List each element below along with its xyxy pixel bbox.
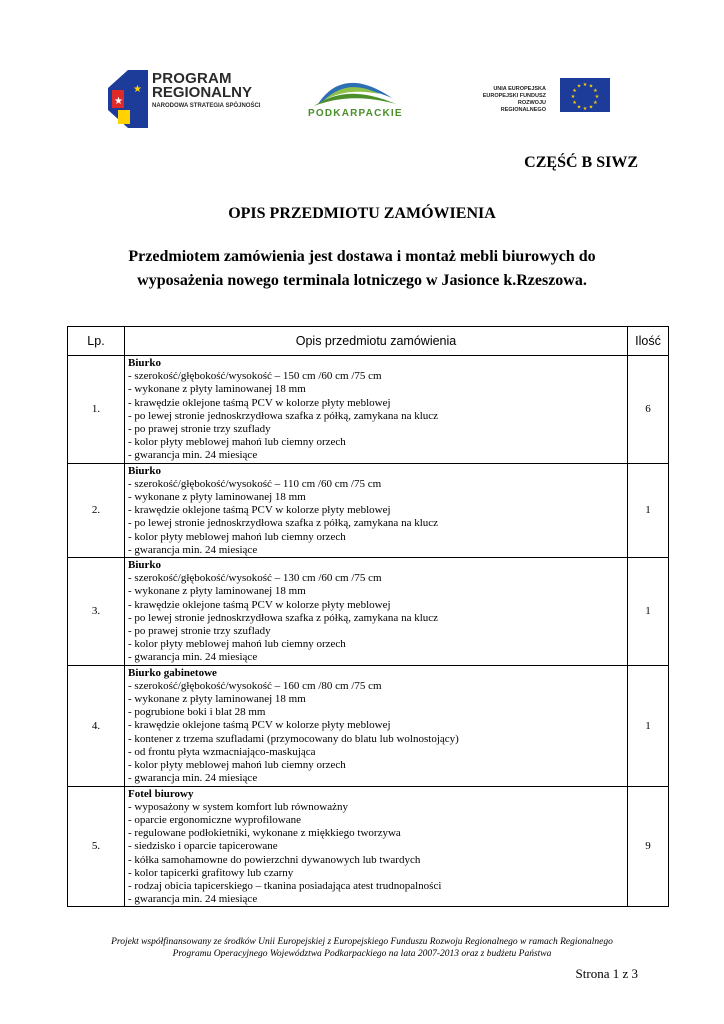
- item-name: Biurko gabinetowe: [128, 666, 217, 679]
- item-name: Biurko: [128, 357, 162, 369]
- item-name: Biurko: [128, 464, 162, 477]
- eu-flag-icon: [560, 78, 610, 112]
- svg-text:★: ★: [593, 100, 598, 106]
- row-lp: 3.: [68, 558, 125, 666]
- item-name: Fotel biurowy: [128, 787, 194, 800]
- svg-text:★: ★: [588, 83, 594, 90]
- svg-text:★: ★: [576, 104, 582, 111]
- program-regionalny-logo: [108, 70, 261, 128]
- row-description: [125, 463, 628, 557]
- document-title: OPIS PRZEDMIOTU ZAMÓWIENIA: [228, 205, 496, 222]
- table-row: [68, 356, 669, 464]
- item-spec-line: - szerokość/głębokość/wysokość – 150 cm /60 cm /75 cm: [128, 370, 382, 383]
- item-spec-line: - kółka samohamowne do powierzchni dywanowych lub twardych: [128, 853, 421, 866]
- item-spec-line: - krawędzie oklejone taśmą PCV w kolorze płyty meblowej: [128, 396, 391, 409]
- row-description: [125, 558, 628, 666]
- specification-table: [67, 326, 669, 907]
- program-line2: REGIONALNY: [152, 84, 253, 101]
- page-number: Strona 1 z 3: [575, 966, 638, 981]
- eu-line1: UNIA EUROPEJSKA: [493, 86, 546, 92]
- eu-logo: [478, 78, 608, 118]
- podkarpackie-emblem: [300, 78, 410, 108]
- subtitle-line1: Przedmiotem zamówienia jest dostawa i montaż mebli biurowych do: [128, 248, 596, 265]
- eu-line2: EUROPEJSKI FUNDUSZ: [482, 93, 546, 99]
- item-spec-line: - po prawej stronie trzy szuflady: [128, 625, 271, 638]
- item-spec-line: - po prawej stronie trzy szuflady: [128, 423, 271, 436]
- svg-text:★: ★: [133, 84, 142, 95]
- table-row: [68, 463, 669, 557]
- row-description: [125, 665, 628, 786]
- table-row: [68, 558, 669, 666]
- item-spec-line: - gwarancja min. 24 miesiące: [128, 449, 258, 462]
- svg-text:★: ★: [593, 88, 598, 94]
- program-regionalny-emblem: [108, 70, 148, 128]
- section-label: CZĘŚĆ B SIWZ: [524, 154, 638, 171]
- logo-bar: [0, 68, 724, 128]
- item-spec-line: - wyposażony w system komfort lub równoważny: [128, 800, 348, 813]
- row-lp: 1.: [68, 356, 125, 464]
- program-line3: NARODOWA STRATEGIA SPÓJNOŚCI: [152, 103, 261, 109]
- row-lp: 5.: [68, 786, 125, 907]
- row-lp: 2.: [68, 463, 125, 557]
- header-lp: Lp.: [68, 327, 125, 356]
- svg-text:★: ★: [582, 82, 588, 88]
- funding-note-line2: Programu Operacyjnego Województwa Podkarpackiego na lata 2007-2013 oraz z budżetu Państwa: [172, 949, 552, 959]
- row-qty: 1: [628, 463, 669, 557]
- row-qty: 1: [628, 558, 669, 666]
- item-spec-line: - po lewej stronie jednoskrzydłowa szafka z półką, zamykana na klucz: [128, 517, 439, 530]
- funding-note: [80, 936, 644, 960]
- item-spec-line: - po lewej stronie jednoskrzydłowa szafka z półką, zamykana na klucz: [128, 611, 439, 624]
- item-spec-line: - krawędzie oklejone taśmą PCV w kolorze płyty meblowej: [128, 598, 391, 611]
- row-qty: 1: [628, 665, 669, 786]
- item-spec-line: - gwarancja min. 24 miesiące: [128, 543, 258, 556]
- item-spec-line: - wykonane z płyty laminowanej 18 mm: [128, 383, 306, 396]
- item-spec-line: - kolor płyty meblowej mahoń lub ciemny orzech: [128, 436, 346, 449]
- program-line1: PROGRAM: [152, 70, 232, 87]
- table-row: [68, 665, 669, 786]
- item-spec-line: - szerokość/głębokość/wysokość – 130 cm /60 cm /75 cm: [128, 572, 382, 585]
- item-spec-line: - rodzaj obicia tapicerskiego – tkanina posiadająca atest trudnopalności: [128, 879, 442, 892]
- item-spec-line: - krawędzie oklejone taśmą PCV w kolorze płyty meblowej: [128, 719, 391, 732]
- header-desc: Opis przedmiotu zamówienia: [125, 327, 628, 356]
- item-spec-line: - szerokość/głębokość/wysokość – 160 cm /80 cm /75 cm: [128, 679, 382, 692]
- eu-stars-icon: [560, 78, 610, 112]
- item-spec-line: - kolor tapicerki grafitowy lub czarny: [128, 866, 294, 879]
- item-spec-line: - wykonane z płyty laminowanej 18 mm: [128, 693, 306, 706]
- svg-text:★: ★: [572, 88, 577, 94]
- item-spec-line: - od frontu płyta wzmacniająco-maskująca: [128, 745, 316, 758]
- item-spec-line: - oparcie ergonomiczne wyprofilowane: [128, 813, 301, 826]
- svg-text:★: ★: [572, 100, 577, 106]
- item-name: Biurko: [128, 559, 162, 572]
- item-spec-line: - regulowane podłokietniki, wykonane z miękkiego tworzywa: [128, 827, 401, 840]
- header-qty: Ilość: [628, 327, 669, 356]
- svg-text:★: ★: [594, 94, 600, 100]
- item-spec-line: - gwarancja min. 24 miesiące: [128, 651, 258, 664]
- row-description: [125, 356, 628, 464]
- eu-line3: ROZWOJU REGIONALNEGO: [500, 100, 546, 113]
- funding-note-line1: Projekt współfinansowany ze środków Unii Europejskiej z Europejskiego Funduszu Rozwoju Regionalnego w ramach Regionalnego: [111, 937, 613, 947]
- svg-text:★: ★: [582, 106, 588, 112]
- item-spec-line: - gwarancja min. 24 miesiące: [128, 772, 258, 785]
- item-spec-line: - kolor płyty meblowej mahoń lub ciemny orzech: [128, 759, 346, 772]
- svg-text:★: ★: [588, 104, 594, 111]
- item-spec-line: - kolor płyty meblowej mahoń lub ciemny orzech: [128, 530, 346, 543]
- item-spec-line: - siedzisko i oparcie tapicerowane: [128, 840, 278, 853]
- podkarpackie-text: PODKARPACKIE: [308, 108, 403, 119]
- item-spec-line: - pogrubione boki i blat 28 mm: [128, 706, 266, 719]
- row-qty: 9: [628, 786, 669, 907]
- item-spec-line: - wykonane z płyty laminowanej 18 mm: [128, 585, 306, 598]
- row-qty: 6: [628, 356, 669, 464]
- svg-text:★: ★: [114, 96, 123, 107]
- svg-text:★: ★: [570, 94, 576, 100]
- row-lp: 4.: [68, 665, 125, 786]
- svg-text:★: ★: [576, 83, 582, 90]
- item-spec-line: - po lewej stronie jednoskrzydłowa szafka z półką, zamykana na klucz: [128, 409, 439, 422]
- podkarpackie-logo: [300, 78, 420, 126]
- item-spec-line: - gwarancja min. 24 miesiące: [128, 893, 258, 906]
- subtitle-line2: wyposażenia nowego terminala lotniczego w Jasionce k.Rzeszowa.: [137, 272, 587, 289]
- item-spec-line: - kolor płyty meblowej mahoń lub ciemny orzech: [128, 638, 346, 651]
- item-spec-line: - krawędzie oklejone taśmą PCV w kolorze płyty meblowej: [128, 504, 391, 517]
- item-spec-line: - wykonane z płyty laminowanej 18 mm: [128, 491, 306, 504]
- document-subtitle: [80, 245, 644, 293]
- item-spec-line: - kontener z trzema szufladami (przymocowany do blatu lub wolnostojący): [128, 732, 459, 745]
- row-description: [125, 786, 628, 907]
- table-header-row: [68, 327, 669, 356]
- eu-text: [478, 86, 546, 114]
- item-spec-line: - szerokość/głębokość/wysokość – 110 cm /60 cm /75 cm: [128, 477, 382, 490]
- table-row: [68, 786, 669, 907]
